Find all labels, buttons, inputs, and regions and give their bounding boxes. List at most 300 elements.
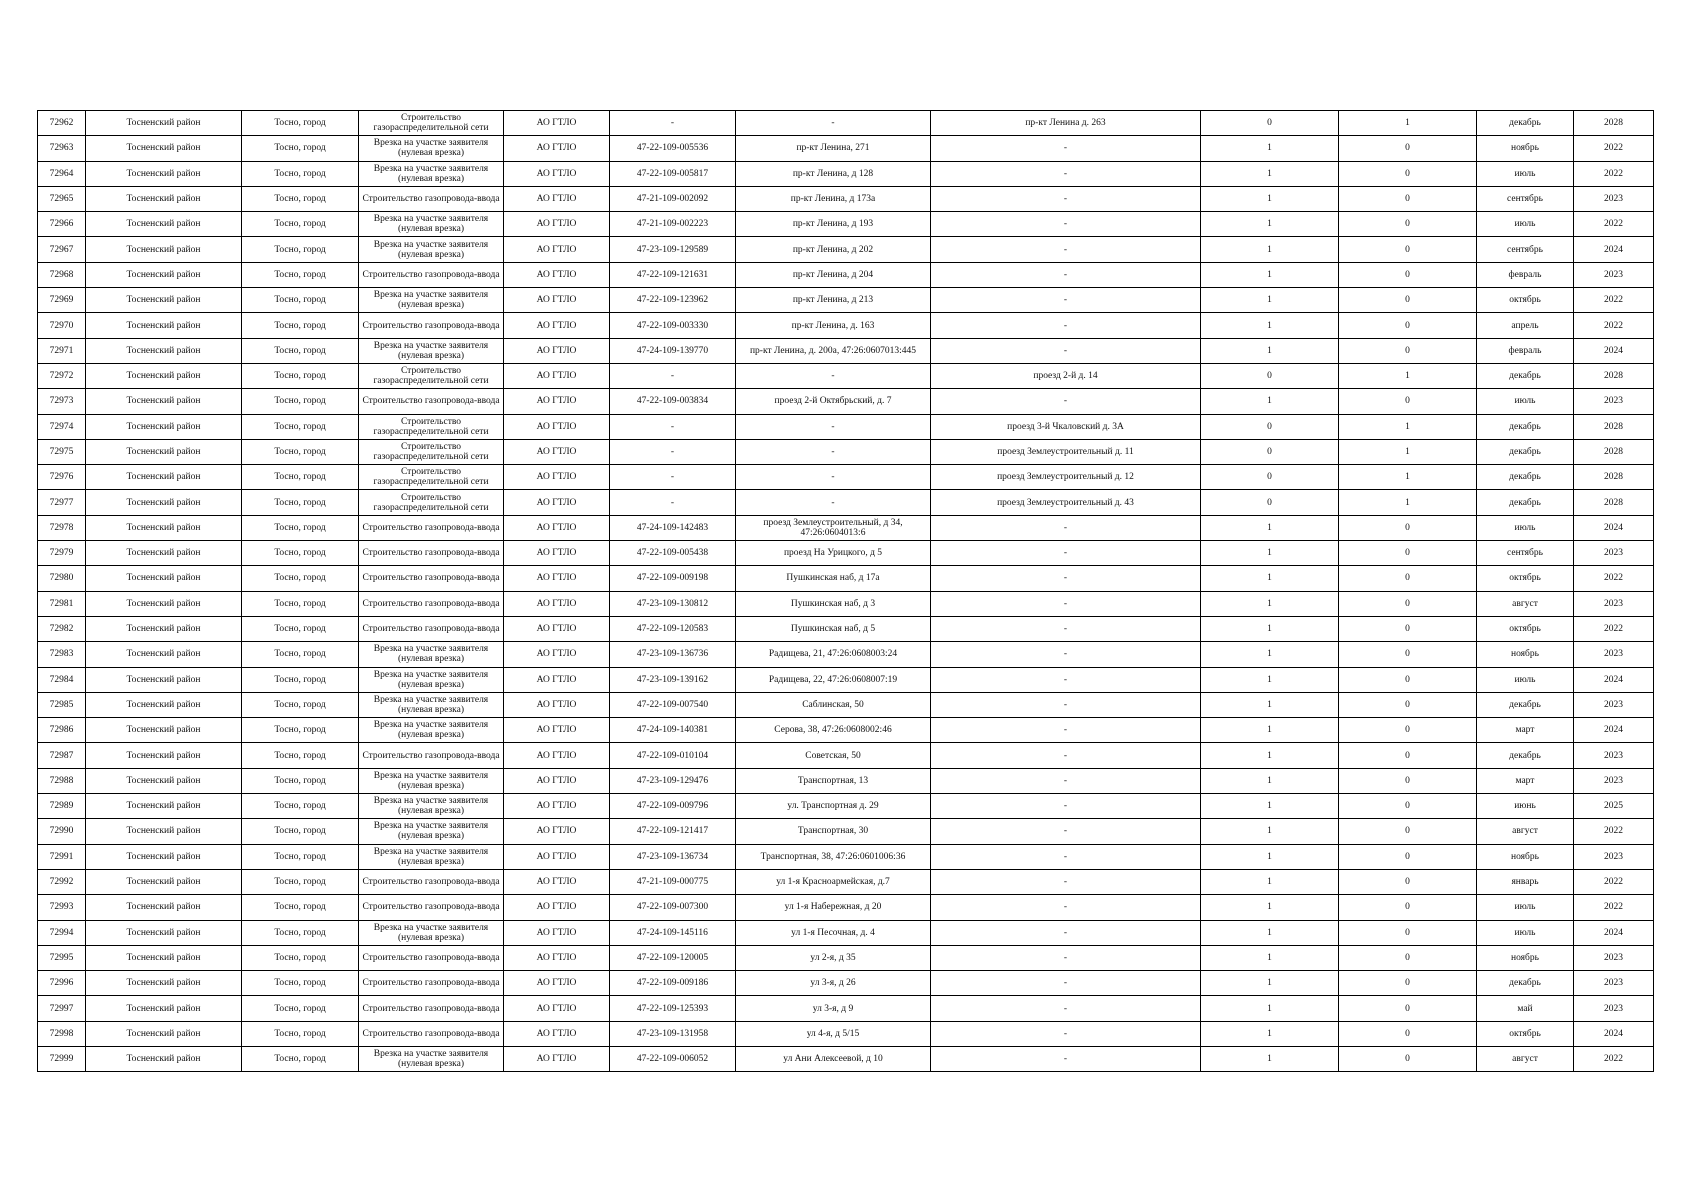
cell-application-number: 47-22-109-007300 (610, 895, 736, 920)
cell-locality: Тосно, город (242, 819, 359, 844)
cell-row-number: 72980 (38, 566, 86, 591)
cell-applicant-address: проезд На Урицкого, д 5 (736, 541, 931, 566)
cell-row-number: 72976 (38, 465, 86, 490)
cell-organization: АО ГТЛО (504, 313, 610, 338)
cell-organization: АО ГТЛО (504, 338, 610, 363)
cell-locality: Тосно, город (242, 111, 359, 136)
cell-locality: Тосно, город (242, 844, 359, 869)
cell-network-count: 0 (1339, 743, 1477, 768)
cell-row-number: 72974 (38, 414, 86, 439)
cell-year: 2022 (1574, 212, 1654, 237)
cell-input-count: 1 (1201, 1046, 1339, 1071)
cell-month: октябрь (1477, 566, 1574, 591)
table-row (38, 288, 1654, 313)
cell-work-type: Строительство газопровода-ввода (359, 971, 504, 996)
cell-network-count: 0 (1339, 237, 1477, 262)
cell-year: 2023 (1574, 541, 1654, 566)
cell-application-number: - (610, 414, 736, 439)
cell-network-count: 0 (1339, 161, 1477, 186)
table-row (38, 389, 1654, 414)
cell-applicant-address: пр-кт Ленина, д 213 (736, 288, 931, 313)
cell-year: 2023 (1574, 389, 1654, 414)
cell-locality: Тосно, город (242, 363, 359, 388)
cell-year: 2028 (1574, 111, 1654, 136)
cell-work-type: Врезка на участке заявителя (нулевая врезка) (359, 920, 504, 945)
cell-input-count: 0 (1201, 363, 1339, 388)
cell-month: август (1477, 819, 1574, 844)
cell-organization: АО ГТЛО (504, 515, 610, 540)
cell-applicant-address: ул 4-я, д 5/15 (736, 1021, 931, 1046)
cell-applicant-address: Транспортная, 13 (736, 768, 931, 793)
cell-month: декабрь (1477, 439, 1574, 464)
cell-applicant-address: Транспортная, 30 (736, 819, 931, 844)
cell-month: октябрь (1477, 1021, 1574, 1046)
cell-network-count: 0 (1339, 642, 1477, 667)
cell-network-address: - (931, 313, 1201, 338)
cell-year: 2022 (1574, 161, 1654, 186)
cell-locality: Тосно, город (242, 1046, 359, 1071)
cell-district: Тосненский район (86, 996, 242, 1021)
cell-organization: АО ГТЛО (504, 237, 610, 262)
cell-month: ноябрь (1477, 945, 1574, 970)
cell-locality: Тосно, город (242, 288, 359, 313)
cell-year: 2023 (1574, 692, 1654, 717)
table-row (38, 363, 1654, 388)
cell-month: июль (1477, 667, 1574, 692)
cell-network-address: - (931, 541, 1201, 566)
cell-application-number: 47-22-109-120005 (610, 945, 736, 970)
cell-work-type: Врезка на участке заявителя (нулевая врезка) (359, 794, 504, 819)
cell-locality: Тосно, город (242, 971, 359, 996)
cell-work-type: Строительство газораспределительной сети (359, 111, 504, 136)
cell-month: сентябрь (1477, 541, 1574, 566)
cell-district: Тосненский район (86, 1021, 242, 1046)
cell-network-address: - (931, 743, 1201, 768)
cell-year: 2024 (1574, 237, 1654, 262)
cell-applicant-address: Пушкинская наб, д 3 (736, 591, 931, 616)
cell-applicant-address: - (736, 490, 931, 515)
cell-network-address: - (931, 819, 1201, 844)
table-row (38, 920, 1654, 945)
cell-year: 2024 (1574, 920, 1654, 945)
cell-applicant-address: Пушкинская наб, д 17а (736, 566, 931, 591)
cell-district: Тосненский район (86, 389, 242, 414)
cell-organization: АО ГТЛО (504, 945, 610, 970)
cell-row-number: 72969 (38, 288, 86, 313)
cell-input-count: 1 (1201, 389, 1339, 414)
cell-district: Тосненский район (86, 591, 242, 616)
cell-district: Тосненский район (86, 895, 242, 920)
cell-work-type: Строительство газораспределительной сети (359, 439, 504, 464)
cell-network-address: проезд Землеустроительный д. 12 (931, 465, 1201, 490)
cell-year: 2028 (1574, 363, 1654, 388)
cell-network-count: 0 (1339, 212, 1477, 237)
cell-district: Тосненский район (86, 768, 242, 793)
cell-row-number: 72966 (38, 212, 86, 237)
cell-district: Тосненский район (86, 819, 242, 844)
cell-network-address: проезд 2-й д. 14 (931, 363, 1201, 388)
cell-locality: Тосно, город (242, 718, 359, 743)
cell-work-type: Врезка на участке заявителя (нулевая врезка) (359, 136, 504, 161)
cell-month: декабрь (1477, 414, 1574, 439)
cell-application-number: 47-22-109-009186 (610, 971, 736, 996)
cell-row-number: 72981 (38, 591, 86, 616)
cell-applicant-address: ул 3-я, д 26 (736, 971, 931, 996)
table-row (38, 465, 1654, 490)
cell-organization: АО ГТЛО (504, 920, 610, 945)
cell-row-number: 72997 (38, 996, 86, 1021)
cell-year: 2022 (1574, 869, 1654, 894)
cell-work-type: Врезка на участке заявителя (нулевая врезка) (359, 237, 504, 262)
cell-year: 2024 (1574, 515, 1654, 540)
cell-district: Тосненский район (86, 844, 242, 869)
cell-application-number: 47-23-109-129589 (610, 237, 736, 262)
cell-row-number: 72979 (38, 541, 86, 566)
cell-locality: Тосно, город (242, 920, 359, 945)
cell-work-type: Врезка на участке заявителя (нулевая врезка) (359, 768, 504, 793)
table-row (38, 869, 1654, 894)
cell-locality: Тосно, город (242, 869, 359, 894)
cell-month: июнь (1477, 794, 1574, 819)
cell-month: июль (1477, 161, 1574, 186)
cell-year: 2023 (1574, 945, 1654, 970)
cell-month: декабрь (1477, 465, 1574, 490)
cell-row-number: 72962 (38, 111, 86, 136)
cell-application-number: 47-22-109-010104 (610, 743, 736, 768)
cell-input-count: 1 (1201, 515, 1339, 540)
cell-month: октябрь (1477, 616, 1574, 641)
cell-work-type: Строительство газораспределительной сети (359, 465, 504, 490)
cell-network-address: - (931, 869, 1201, 894)
cell-locality: Тосно, город (242, 743, 359, 768)
cell-applicant-address: Радищева, 21, 47:26:0608003:24 (736, 642, 931, 667)
cell-year: 2024 (1574, 718, 1654, 743)
cell-year: 2028 (1574, 439, 1654, 464)
table-row (38, 186, 1654, 211)
cell-applicant-address: Радищева, 22, 47:26:0608007:19 (736, 667, 931, 692)
cell-application-number: 47-22-109-009796 (610, 794, 736, 819)
cell-work-type: Врезка на участке заявителя (нулевая врезка) (359, 819, 504, 844)
cell-locality: Тосно, город (242, 515, 359, 540)
table-row (38, 616, 1654, 641)
cell-input-count: 1 (1201, 794, 1339, 819)
table-row (38, 1046, 1654, 1071)
cell-applicant-address: - (736, 363, 931, 388)
cell-row-number: 72996 (38, 971, 86, 996)
cell-organization: АО ГТЛО (504, 262, 610, 287)
table-row (38, 490, 1654, 515)
cell-applicant-address: пр-кт Ленина, д 128 (736, 161, 931, 186)
cell-organization: АО ГТЛО (504, 869, 610, 894)
cell-network-address: - (931, 794, 1201, 819)
cell-application-number: - (610, 490, 736, 515)
cell-organization: АО ГТЛО (504, 971, 610, 996)
cell-application-number: 47-24-109-139770 (610, 338, 736, 363)
cell-input-count: 1 (1201, 869, 1339, 894)
cell-month: июль (1477, 920, 1574, 945)
cell-district: Тосненский район (86, 439, 242, 464)
cell-input-count: 1 (1201, 136, 1339, 161)
cell-network-count: 0 (1339, 819, 1477, 844)
cell-month: январь (1477, 869, 1574, 894)
cell-month: август (1477, 1046, 1574, 1071)
cell-row-number: 72977 (38, 490, 86, 515)
cell-network-address: - (931, 895, 1201, 920)
cell-district: Тосненский район (86, 161, 242, 186)
cell-organization: АО ГТЛО (504, 439, 610, 464)
table-row (38, 566, 1654, 591)
cell-locality: Тосно, город (242, 667, 359, 692)
cell-work-type: Строительство газопровода-ввода (359, 743, 504, 768)
table-row (38, 996, 1654, 1021)
cell-month: февраль (1477, 338, 1574, 363)
cell-organization: АО ГТЛО (504, 743, 610, 768)
cell-input-count: 1 (1201, 692, 1339, 717)
cell-applicant-address: пр-кт Ленина, д. 163 (736, 313, 931, 338)
cell-input-count: 1 (1201, 288, 1339, 313)
cell-work-type: Строительство газопровода-ввода (359, 566, 504, 591)
cell-work-type: Строительство газопровода-ввода (359, 869, 504, 894)
cell-work-type: Врезка на участке заявителя (нулевая врезка) (359, 692, 504, 717)
cell-year: 2022 (1574, 819, 1654, 844)
cell-organization: АО ГТЛО (504, 844, 610, 869)
cell-application-number: 47-22-109-007540 (610, 692, 736, 717)
cell-row-number: 72982 (38, 616, 86, 641)
cell-work-type: Строительство газораспределительной сети (359, 490, 504, 515)
cell-network-address: - (931, 996, 1201, 1021)
cell-input-count: 1 (1201, 768, 1339, 793)
cell-work-type: Врезка на участке заявителя (нулевая врезка) (359, 844, 504, 869)
cell-network-count: 0 (1339, 288, 1477, 313)
cell-month: декабрь (1477, 111, 1574, 136)
cell-network-count: 0 (1339, 895, 1477, 920)
cell-district: Тосненский район (86, 869, 242, 894)
cell-district: Тосненский район (86, 212, 242, 237)
cell-network-count: 0 (1339, 692, 1477, 717)
table-row (38, 515, 1654, 540)
cell-input-count: 1 (1201, 212, 1339, 237)
cell-work-type: Врезка на участке заявителя (нулевая врезка) (359, 1046, 504, 1071)
cell-organization: АО ГТЛО (504, 591, 610, 616)
cell-applicant-address: - (736, 439, 931, 464)
cell-row-number: 72963 (38, 136, 86, 161)
cell-network-address: - (931, 237, 1201, 262)
cell-organization: АО ГТЛО (504, 414, 610, 439)
table-body (38, 111, 1654, 1072)
cell-year: 2028 (1574, 414, 1654, 439)
cell-application-number: 47-24-109-145116 (610, 920, 736, 945)
table-row (38, 794, 1654, 819)
cell-network-count: 0 (1339, 591, 1477, 616)
cell-organization: АО ГТЛО (504, 136, 610, 161)
cell-locality: Тосно, город (242, 591, 359, 616)
cell-organization: АО ГТЛО (504, 768, 610, 793)
cell-applicant-address: ул 1-я Красноармейская, д.7 (736, 869, 931, 894)
cell-application-number: 47-24-109-140381 (610, 718, 736, 743)
cell-month: июль (1477, 895, 1574, 920)
cell-network-address: - (931, 136, 1201, 161)
table-row (38, 642, 1654, 667)
cell-applicant-address: - (736, 111, 931, 136)
cell-application-number: 47-23-109-136736 (610, 642, 736, 667)
cell-month: март (1477, 718, 1574, 743)
cell-input-count: 1 (1201, 642, 1339, 667)
cell-network-address: - (931, 389, 1201, 414)
cell-application-number: 47-22-109-003834 (610, 389, 736, 414)
cell-row-number: 72965 (38, 186, 86, 211)
cell-application-number: - (610, 465, 736, 490)
cell-year: 2023 (1574, 768, 1654, 793)
cell-year: 2028 (1574, 490, 1654, 515)
cell-year: 2023 (1574, 743, 1654, 768)
cell-month: ноябрь (1477, 136, 1574, 161)
table-row (38, 212, 1654, 237)
table-row (38, 161, 1654, 186)
cell-input-count: 1 (1201, 237, 1339, 262)
cell-applicant-address: пр-кт Ленина, д 193 (736, 212, 931, 237)
cell-input-count: 0 (1201, 465, 1339, 490)
cell-month: декабрь (1477, 490, 1574, 515)
cell-month: ноябрь (1477, 844, 1574, 869)
cell-month: ноябрь (1477, 642, 1574, 667)
cell-network-count: 0 (1339, 945, 1477, 970)
cell-work-type: Врезка на участке заявителя (нулевая врезка) (359, 288, 504, 313)
cell-network-address: - (931, 642, 1201, 667)
cell-network-address: - (931, 1021, 1201, 1046)
cell-month: октябрь (1477, 288, 1574, 313)
cell-applicant-address: ул 2-я, д 35 (736, 945, 931, 970)
cell-work-type: Строительство газопровода-ввода (359, 186, 504, 211)
cell-locality: Тосно, город (242, 262, 359, 287)
cell-year: 2024 (1574, 667, 1654, 692)
cell-row-number: 72985 (38, 692, 86, 717)
cell-network-address: - (931, 718, 1201, 743)
cell-network-address: - (931, 667, 1201, 692)
cell-work-type: Строительство газопровода-ввода (359, 313, 504, 338)
cell-network-address: - (931, 566, 1201, 591)
cell-locality: Тосно, город (242, 389, 359, 414)
cell-organization: АО ГТЛО (504, 895, 610, 920)
table-row (38, 541, 1654, 566)
cell-month: август (1477, 591, 1574, 616)
cell-month: апрель (1477, 313, 1574, 338)
cell-locality: Тосно, город (242, 945, 359, 970)
cell-input-count: 1 (1201, 591, 1339, 616)
cell-locality: Тосно, город (242, 465, 359, 490)
cell-month: март (1477, 768, 1574, 793)
cell-network-address: - (931, 591, 1201, 616)
cell-row-number: 72994 (38, 920, 86, 945)
cell-row-number: 72984 (38, 667, 86, 692)
cell-application-number: 47-23-109-139162 (610, 667, 736, 692)
cell-network-count: 0 (1339, 920, 1477, 945)
cell-locality: Тосно, город (242, 996, 359, 1021)
cell-work-type: Строительство газопровода-ввода (359, 996, 504, 1021)
cell-input-count: 1 (1201, 895, 1339, 920)
cell-input-count: 1 (1201, 996, 1339, 1021)
cell-locality: Тосно, город (242, 541, 359, 566)
cell-district: Тосненский район (86, 692, 242, 717)
cell-year: 2023 (1574, 971, 1654, 996)
cell-district: Тосненский район (86, 920, 242, 945)
cell-application-number: 47-22-109-005817 (610, 161, 736, 186)
cell-input-count: 1 (1201, 186, 1339, 211)
table-row (38, 718, 1654, 743)
cell-year: 2024 (1574, 338, 1654, 363)
cell-work-type: Строительство газопровода-ввода (359, 895, 504, 920)
cell-network-address: - (931, 945, 1201, 970)
cell-network-count: 0 (1339, 313, 1477, 338)
cell-row-number: 72973 (38, 389, 86, 414)
cell-district: Тосненский район (86, 1046, 242, 1071)
cell-district: Тосненский район (86, 465, 242, 490)
table-row (38, 945, 1654, 970)
cell-work-type: Врезка на участке заявителя (нулевая врезка) (359, 642, 504, 667)
cell-year: 2023 (1574, 844, 1654, 869)
cell-row-number: 72989 (38, 794, 86, 819)
table-row (38, 743, 1654, 768)
cell-organization: АО ГТЛО (504, 794, 610, 819)
cell-application-number: 47-22-109-006052 (610, 1046, 736, 1071)
cell-district: Тосненский район (86, 338, 242, 363)
table-row (38, 111, 1654, 136)
cell-input-count: 0 (1201, 111, 1339, 136)
cell-input-count: 1 (1201, 945, 1339, 970)
cell-month: сентябрь (1477, 237, 1574, 262)
table-row (38, 313, 1654, 338)
cell-locality: Тосно, город (242, 338, 359, 363)
cell-application-number: 47-22-109-123962 (610, 288, 736, 313)
cell-organization: АО ГТЛО (504, 186, 610, 211)
cell-year: 2022 (1574, 616, 1654, 641)
cell-row-number: 72983 (38, 642, 86, 667)
cell-application-number: 47-21-109-002223 (610, 212, 736, 237)
cell-network-count: 0 (1339, 971, 1477, 996)
cell-row-number: 72978 (38, 515, 86, 540)
cell-applicant-address: Пушкинская наб, д 5 (736, 616, 931, 641)
cell-network-address: - (931, 161, 1201, 186)
cell-year: 2022 (1574, 136, 1654, 161)
cell-network-address: - (931, 288, 1201, 313)
cell-organization: АО ГТЛО (504, 996, 610, 1021)
cell-district: Тосненский район (86, 642, 242, 667)
cell-input-count: 0 (1201, 439, 1339, 464)
cell-organization: АО ГТЛО (504, 363, 610, 388)
cell-locality: Тосно, город (242, 313, 359, 338)
cell-year: 2028 (1574, 465, 1654, 490)
cell-row-number: 72987 (38, 743, 86, 768)
cell-row-number: 72992 (38, 869, 86, 894)
cell-year: 2022 (1574, 313, 1654, 338)
cell-work-type: Строительство газопровода-ввода (359, 515, 504, 540)
cell-network-count: 1 (1339, 363, 1477, 388)
table-row (38, 819, 1654, 844)
cell-application-number: - (610, 111, 736, 136)
cell-application-number: 47-21-109-002092 (610, 186, 736, 211)
cell-district: Тосненский район (86, 262, 242, 287)
cell-month: декабрь (1477, 692, 1574, 717)
cell-row-number: 72967 (38, 237, 86, 262)
cell-input-count: 1 (1201, 616, 1339, 641)
cell-district: Тосненский район (86, 794, 242, 819)
cell-organization: АО ГТЛО (504, 616, 610, 641)
cell-row-number: 72975 (38, 439, 86, 464)
cell-district: Тосненский район (86, 237, 242, 262)
cell-locality: Тосно, город (242, 895, 359, 920)
cell-locality: Тосно, город (242, 212, 359, 237)
cell-locality: Тосно, город (242, 692, 359, 717)
cell-application-number: 47-22-109-121631 (610, 262, 736, 287)
